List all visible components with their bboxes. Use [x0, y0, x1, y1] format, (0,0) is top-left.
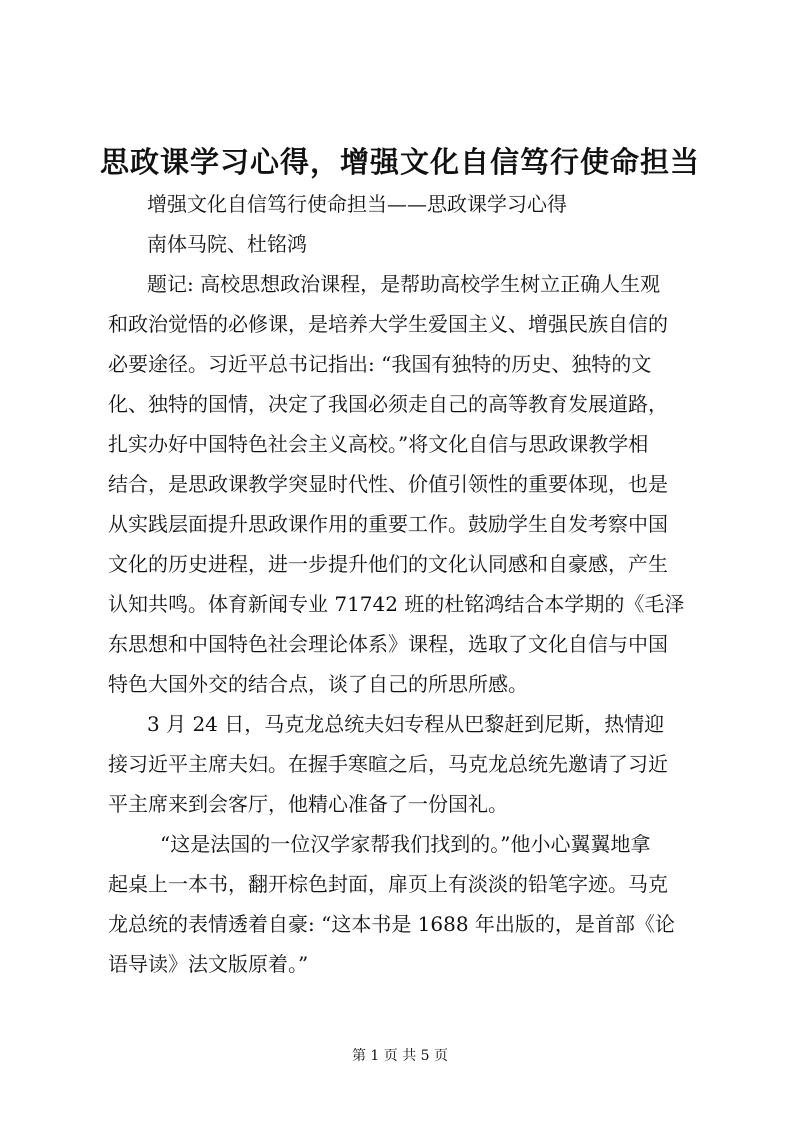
paragraph-line: 题记: 高校思想政治课程，是帮助高校学生树立正确人生观 [147, 272, 661, 296]
paragraph-line: 平主席来到会客厅，他精心准备了一份国礼。 [108, 792, 508, 816]
paragraph-line: 和政治觉悟的必修课，是培养大学生爱国主义、增强民族自信的 [108, 312, 668, 336]
paragraph-line: 特色大国外交的结合点，谈了自己的所思所感。 [108, 672, 528, 696]
paragraph-line: 化、独特的国情，决定了我国必须走自己的高等教育发展道路， [108, 392, 668, 416]
paragraph-line: 语导读》法文版原着。” [108, 952, 309, 976]
page-footer: 第 1 页 共 5 页 [351, 1048, 449, 1064]
paragraph-line: 必要途径。习近平总书记指出: “我国有独特的历史、独特的文 [108, 352, 652, 376]
paragraph-line: 龙总统的表情透着自豪: “这本书是 1688 年出版的，是首部《论 [108, 912, 675, 936]
paragraph-line: 从实践层面提升思政课作用的重要工作。鼓励学生自发考察中国 [108, 512, 668, 536]
paragraph-line: 结合，是思政课教学突显时代性、价值引领性的重要体现，也是 [108, 472, 668, 496]
paragraph-line: 东思想和中国特色社会理论体系》课程，选取了文化自信与中国 [108, 632, 668, 656]
paragraph-line: 认知共鸣。体育新闻专业 71742 班的杜铭鸿结合本学期的《毛泽 [108, 592, 685, 616]
paragraph-line: 接习近平主席夫妇。在握手寒暄之后，马克龙总统先邀请了习近 [108, 752, 668, 776]
paragraph-line: 3 月 24 日，马克龙总统夫妇专程从巴黎赶到尼斯，热情迎 [147, 712, 665, 736]
paragraph-line: “这是法国的一位汉学家帮我们找到的。”他小心翼翼地拿 [160, 832, 651, 856]
paragraph-line: 文化的历史进程，进一步提升他们的文化认同感和自豪感，产生 [108, 552, 668, 576]
paragraph-line: 扎实办好中国特色社会主义高校。”将文化自信与思政课教学相 [108, 432, 649, 456]
document-subtitle: 增强文化自信笃行使命担当——思政课学习心得 [147, 192, 567, 216]
document-title: 思政课学习心得，增强文化自信笃行使命担当 [99, 145, 700, 179]
paragraph-line: 起桌上一本书，翻开棕色封面，扉页上有淡淡的铅笔字迹。马克 [108, 872, 668, 896]
author-line: 南体马院、杜铭鸿 [147, 232, 307, 256]
